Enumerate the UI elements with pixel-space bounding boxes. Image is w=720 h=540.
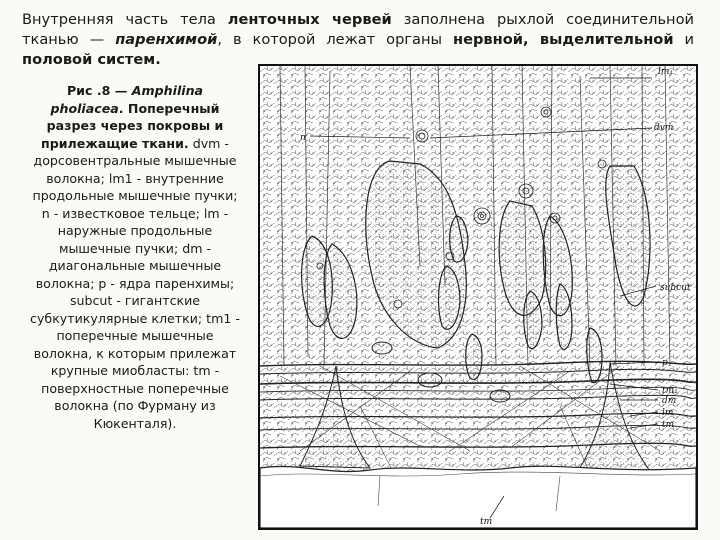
figure-caption <box>30 82 240 432</box>
intro-term-parenchyma: паренхимой <box>115 31 218 48</box>
label-lm: lm <box>662 408 674 418</box>
label-subcut: subcut <box>660 283 691 293</box>
label-tm: tm <box>662 420 675 430</box>
caption-species: Amphilina pholiacea <box>50 83 204 116</box>
intro-text-4: и <box>673 31 694 48</box>
intro-term-systems-2: половой систем. <box>22 51 161 68</box>
histology-figure <box>258 64 698 530</box>
cross-section-drawing <box>260 66 696 528</box>
intro-paragraph <box>22 10 694 70</box>
label-tm-bottom: tm <box>480 517 493 527</box>
caption-legend: dvm - дорсовентральные мышечные волокна; lm1 - внутренние продольные мышечные пучки; n - известковое тельце; lm - наружные продольные мышечные пучки; dm - диагональные мышечные волокна; p - ядра паренхимы; subcut - гигантские субкутикулярные клетки; tm1 - поперечные мышечные волокна, к которым прилежат крупные миобласты: tm - поверхностные поперечные волокна (по Фурману из Кюкенталя). <box>30 135 240 431</box>
label-dvm: dvm <box>654 123 674 133</box>
label-p: p <box>662 358 668 368</box>
intro-text-3: , в которой лежат органы <box>217 31 453 48</box>
cuticle-surface <box>260 466 696 528</box>
label-dm: dm <box>662 396 677 406</box>
intro-text-1: Внутренняя часть тела <box>22 11 228 28</box>
intro-text-2: заполнена рыхлой соединительной тканью — <box>22 11 695 48</box>
label-tm1: tm₁ <box>662 386 678 396</box>
label-n: n <box>300 133 306 143</box>
caption-fig-number: Рис .8 — <box>66 83 132 98</box>
label-lm1: lm₁ <box>658 67 674 77</box>
intro-term-systems-1: нервной, выделительной <box>452 31 674 48</box>
intro-term-tapeworms: ленточных червей <box>227 11 392 28</box>
caption-heading-rest: . Поперечный разрез через покровы и прилежащие ткани. <box>41 100 224 151</box>
